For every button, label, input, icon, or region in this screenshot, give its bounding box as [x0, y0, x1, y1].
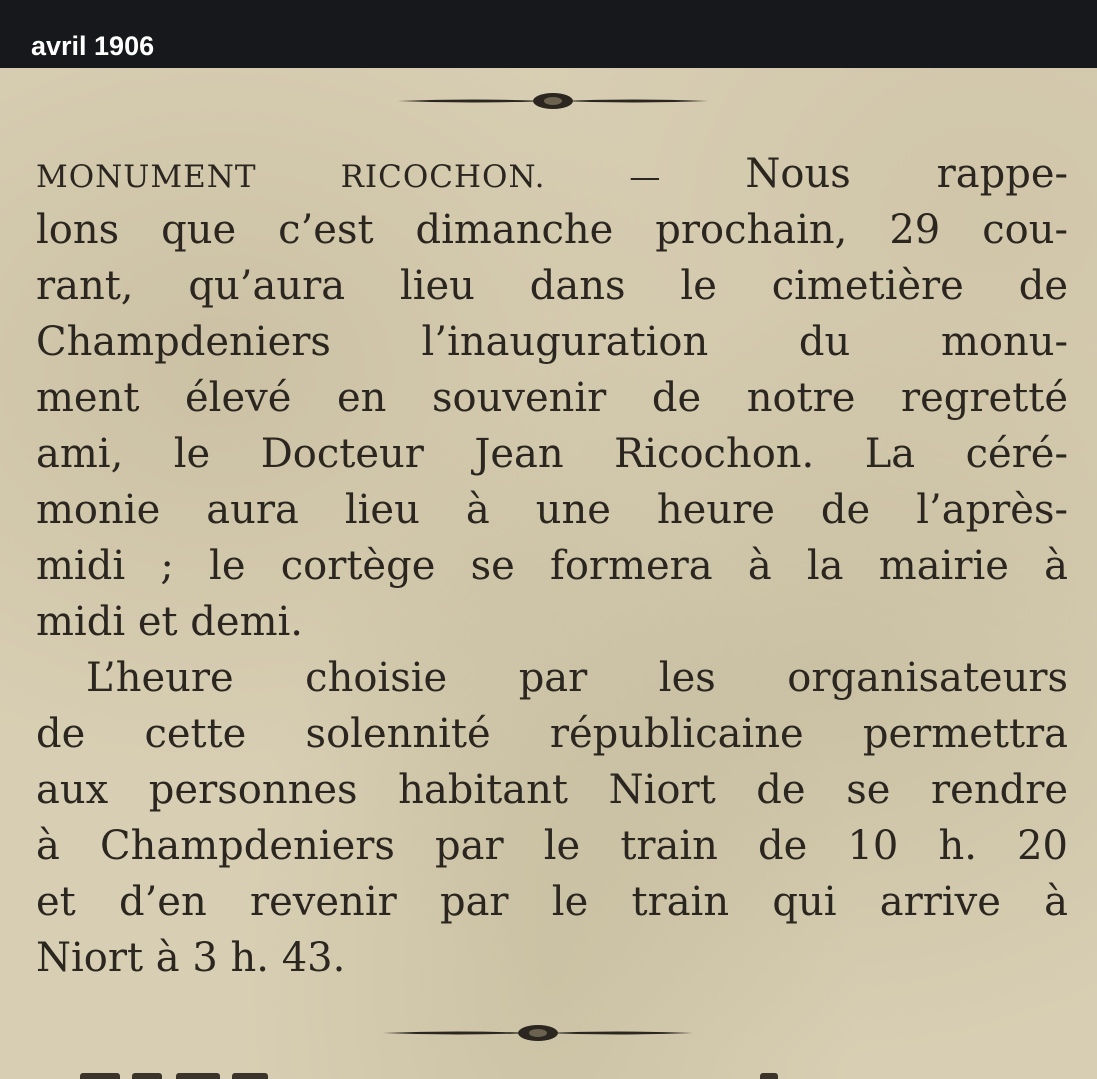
article-line: monie aura lieu à une heure de l’après-: [36, 487, 1068, 533]
article-line: Champdeniers l’inauguration du monu-: [36, 319, 1068, 365]
cutoff-glyph: [132, 1073, 162, 1079]
article-line: lons que c’est dimanche prochain, 29 cou-: [36, 207, 1068, 253]
ornament-divider-top-icon: [398, 88, 708, 114]
header-bar: [0, 0, 1097, 68]
article-heading: MONUMENT RICOCHON. —: [36, 159, 746, 195]
article-line: rant, qu’aura lieu dans le cimetière de: [36, 263, 1068, 309]
article-line-text: Nous rappe-: [745, 151, 1069, 197]
article-line: midi et demi.: [36, 599, 304, 645]
article-line: ment élevé en souvenir de notre regretté: [36, 375, 1068, 421]
cutoff-glyph: [760, 1073, 778, 1079]
article-line: aux personnes habitant Niort de se rendre: [36, 767, 1068, 813]
article-line: Niort à 3 h. 43.: [36, 935, 346, 981]
cutoff-glyph: [80, 1073, 120, 1079]
article-line: à Champdeniers par le train de 10 h. 20: [36, 823, 1068, 869]
article-line: et d’en revenir par le train qui arrive à: [36, 879, 1068, 925]
article-line: midi ; le cortège se formera à la mairie à: [36, 543, 1068, 589]
article-line: ami, le Docteur Jean Ricochon. La céré-: [36, 431, 1068, 477]
article-line: [36, 146, 1068, 202]
article: [36, 146, 1068, 986]
cutoff-glyph: [232, 1073, 268, 1079]
page-title: avril 1906: [31, 31, 155, 61]
cutoff-glyph: [176, 1073, 220, 1079]
ornament-divider-bottom-icon: [383, 1020, 693, 1046]
article-line: de cette solennité républicaine permettra: [36, 711, 1068, 757]
newspaper-clipping: [0, 68, 1097, 1079]
article-line: L’heure choisie par les organisateurs: [86, 655, 1068, 701]
next-article-cutoff: [80, 1071, 1080, 1079]
